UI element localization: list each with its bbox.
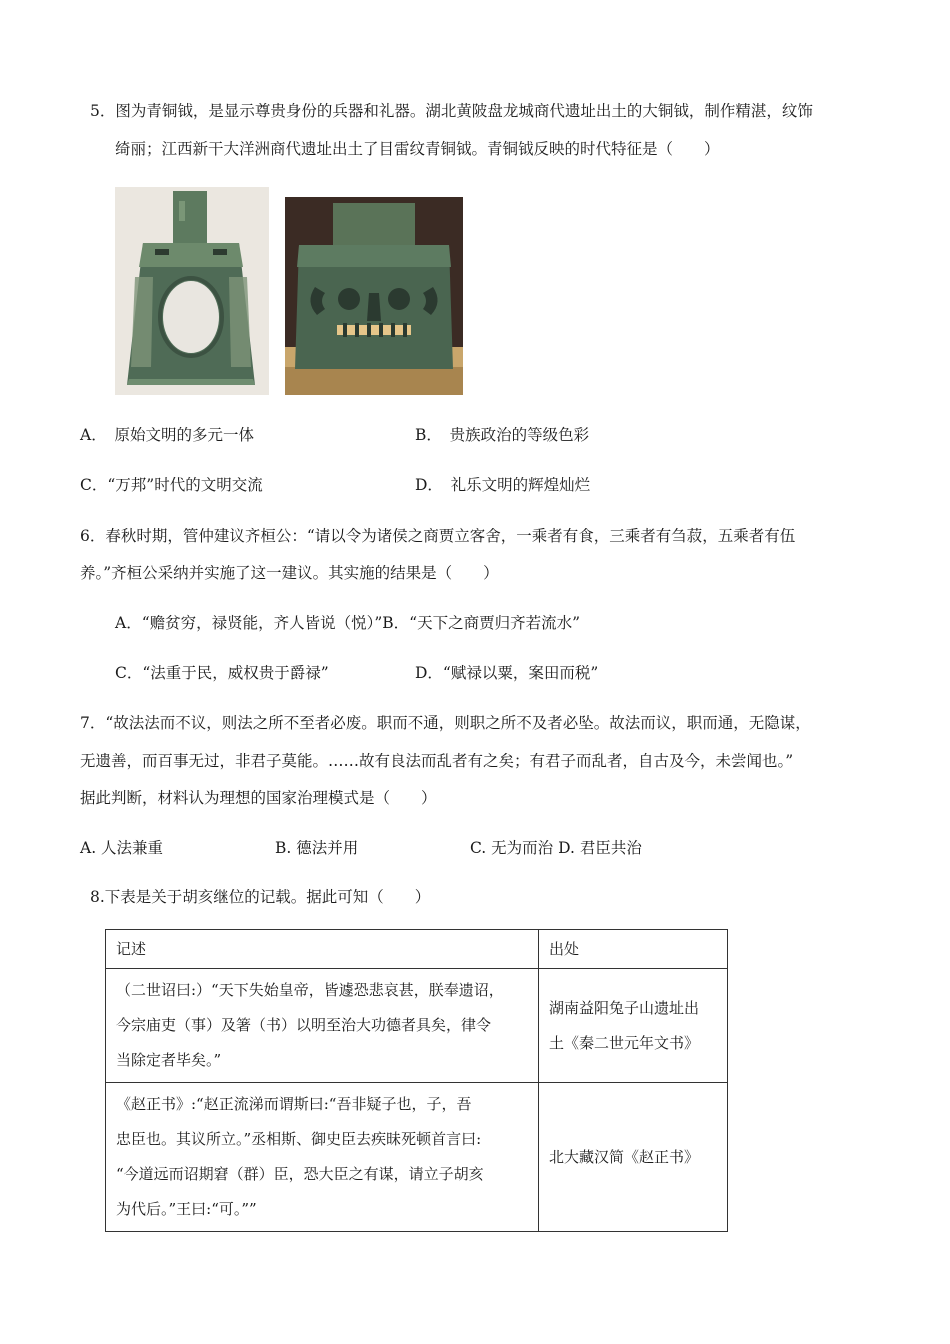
q7-stem-line2: 无遗善，而百事无过，非君子莫能。……故有良法而乱者有之矣；有君子而乱者，自古及今，未尝闻也。” xyxy=(80,752,794,770)
q7-stem-line3: 据此判断，材料认为理想的国家治理模式是（ ） xyxy=(80,789,437,807)
q7-option-b[interactable]: B. 德法并用 xyxy=(275,839,359,857)
q8-stem-line1: 8.下表是关于胡亥继位的记载。据此可知（ ） xyxy=(90,888,431,906)
q6-option-d[interactable]: D．“赋禄以粟，案田而税” xyxy=(415,664,599,682)
bronze-yue-image-left xyxy=(115,187,269,395)
table-header-row xyxy=(106,930,728,969)
q5-stem-line2: 绮丽；江西新干大洋洲商代遗址出土了目雷纹青铜钺。青铜钺反映的时代特征是（ ） xyxy=(115,140,720,158)
q7-option-a[interactable]: A. 人法兼重 xyxy=(80,839,164,857)
record-line: 忠臣也。其议所立。”丞相斯、御史臣去疾昧死顿首言曰: xyxy=(116,1130,482,1148)
table-cell-source xyxy=(539,969,728,1083)
record-line: 《赵正书》:“赵正流涕而谓斯曰:“吾非疑子也，子，吾 xyxy=(116,1095,472,1113)
table-cell-record xyxy=(106,1083,539,1232)
table-cell-source xyxy=(539,1083,728,1232)
record-line: （二世诏曰:）“天下失始皇帝，皆遽恐悲哀甚，朕奉遗诏， xyxy=(116,981,504,999)
source-line: 土《秦二世元年文书》 xyxy=(549,1033,700,1052)
q6-option-c[interactable]: C．“法重于民，威权贵于爵禄” xyxy=(115,664,329,682)
q5-option-a[interactable]: A． 原始文明的多元一体 xyxy=(80,426,254,444)
source-line: 北大藏汉简《赵正书》 xyxy=(549,1147,700,1166)
q7-stem-line1: 7．“故法法而不议，则法之所不至者必废。职而不通，则职之所不及者必坠。故法而议，职而通，无隐谋， xyxy=(80,714,811,732)
table-row xyxy=(106,969,728,1083)
record-line: 当除定者毕矣。” xyxy=(116,1051,222,1069)
table-cell-record xyxy=(106,969,539,1083)
record-line: 为代后。”王曰:“可。”” xyxy=(116,1200,257,1218)
q5-option-c[interactable]: C．“万邦”时代的文明交流 xyxy=(80,476,263,494)
table-header-record: 记述 xyxy=(106,930,539,969)
source-line: 湖南益阳兔子山遗址出 xyxy=(549,998,700,1017)
table-row xyxy=(106,1083,728,1232)
q7-option-cd[interactable]: C. 无为而治 D. 君臣共治 xyxy=(470,839,642,857)
record-line: “今道远而诏期窘（群）臣，恐大臣之有谋，请立子胡亥 xyxy=(116,1165,484,1183)
q6-stem-line2: 养。”齐桓公采纳并实施了这一建议。其实施的结果是（ ） xyxy=(80,564,499,582)
q6-option-ab[interactable]: A．“赡贫穷，禄贤能，齐人皆说（悦）”B．“天下之商贾归齐若流水” xyxy=(115,614,581,632)
table-header-source: 出处 xyxy=(539,930,728,969)
q5-stem-line1: 5．图为青铜钺，是显示尊贵身份的兵器和礼器。湖北黄陂盘龙城商代遗址出土的大铜钺，制作精湛，纹饰 xyxy=(90,102,813,120)
q5-option-d[interactable]: D． 礼乐文明的辉煌灿烂 xyxy=(415,476,591,494)
bronze-yue-image-right xyxy=(285,197,463,395)
q5-option-b[interactable]: B． 贵族政治的等级色彩 xyxy=(415,426,590,444)
q8-records-table xyxy=(105,929,728,1232)
q6-stem-line1: 6．春秋时期，管仲建议齐桓公：“请以令为诸侯之商贾立客舍，一乘者有食，三乘者有刍菽，五乘者有伍 xyxy=(80,527,796,545)
record-line: 今宗庙吏（事）及箸（书）以明至治大功德者具矣，律令 xyxy=(116,1016,492,1034)
